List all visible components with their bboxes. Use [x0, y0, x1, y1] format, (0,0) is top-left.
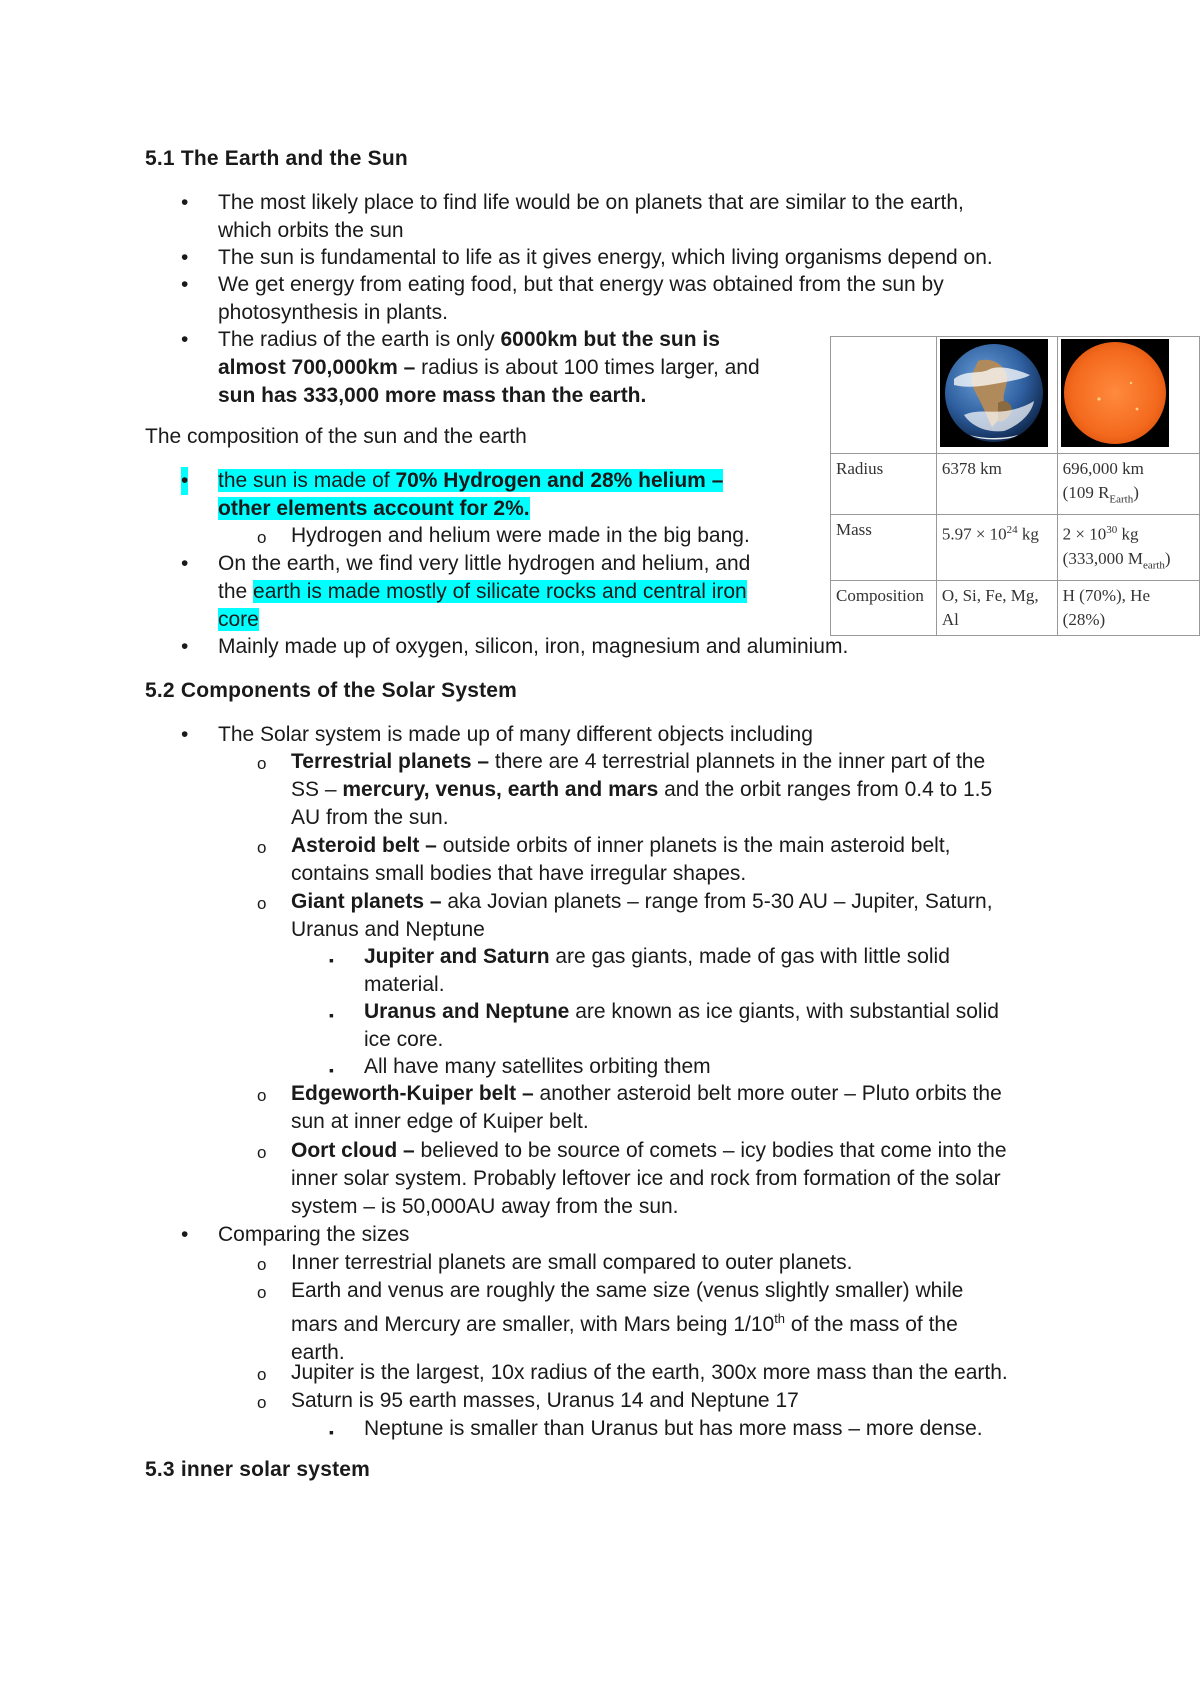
- bullet-text: Comparing the sizes: [218, 1223, 410, 1246]
- sub-bullet-item: [257, 522, 750, 550]
- bold-text: Uranus and Neptune: [364, 1000, 570, 1023]
- bullet-text: Inner terrestrial planets are small compared to outer planets.: [291, 1251, 853, 1274]
- section-heading-5-1: 5.1 The Earth and the Sun: [145, 147, 408, 170]
- sub-bullet-marker: o: [257, 1393, 267, 1412]
- table-cell-sun: [1057, 581, 1199, 636]
- bullet-text: Hydrogen and helium were made in the big bang.: [291, 524, 750, 547]
- sub-bullet-marker: o: [257, 754, 267, 773]
- bullet-text: radius is about 100 times larger, and: [415, 356, 760, 379]
- bullet-text: the: [218, 580, 254, 603]
- bold-text: Jupiter and Saturn: [364, 945, 550, 968]
- bold-text: mercury, venus, earth and mars: [342, 778, 659, 801]
- bullet-marker: •: [181, 1223, 189, 1246]
- superscript: th: [774, 1311, 786, 1326]
- bold-text: other elements account for 2%.: [218, 497, 530, 520]
- table-cell: [936, 337, 1057, 454]
- sun-disc-icon: [1061, 339, 1169, 447]
- bullet-text: aka Jovian planets – range from 5-30 AU – Jupiter, Saturn,: [441, 890, 993, 913]
- earth-sun-comparison-table: [830, 336, 1200, 636]
- bullet-item: [181, 633, 849, 661]
- bold-text: sun has 333,000 more mass than the earth.: [218, 384, 647, 407]
- bullet-text: All have many satellites orbiting them: [364, 1055, 711, 1078]
- sub-bullet-asteroid: [257, 832, 951, 888]
- bullet-text: of the mass of the: [785, 1313, 958, 1336]
- sub-bullet-marker: o: [257, 1255, 267, 1274]
- subsub-bullet-satellites: [329, 1053, 711, 1081]
- bullet-marker: •: [181, 467, 188, 495]
- bullet-text: the sun is made of: [218, 469, 396, 492]
- table-cell-label: Composition: [831, 581, 937, 636]
- bullet-text: The most likely place to find life would be on planets that are similar to the earth,: [218, 191, 964, 214]
- cell-text: O, Si, Fe, Mg,: [941, 586, 1039, 606]
- bullet-text: sun at inner edge of Kuiper belt.: [291, 1110, 589, 1133]
- sub-bullet-item: [257, 1249, 853, 1277]
- bullet-text: another asteroid belt more outer – Pluto orbits the: [533, 1082, 1002, 1105]
- section-heading-5-2: 5.2 Components of the Solar System: [145, 679, 518, 702]
- table-cell-earth: [936, 581, 1057, 636]
- sub-bullet-item: [257, 1359, 1008, 1387]
- highlighted-text: core: [218, 608, 259, 631]
- sub-bullet-kuiper: [257, 1080, 1002, 1136]
- bold-text: Terrestrial planets –: [291, 750, 490, 773]
- bullet-text: AU from the sun.: [291, 806, 449, 829]
- bold-text: 70% Hydrogen and 28% helium –: [395, 469, 724, 492]
- subsub-bullet-marker: ▪: [329, 952, 334, 968]
- bullet-text: earth.: [291, 1341, 345, 1364]
- bullet-text: Mainly made up of oxygen, silicon, iron, magnesium and aluminium.: [218, 635, 849, 658]
- sub-bullet-item: [257, 1277, 964, 1367]
- sub-bullet-marker: o: [257, 1365, 267, 1384]
- paragraph-composition: The composition of the sun and the earth: [145, 425, 527, 448]
- highlighted-text: [218, 497, 530, 520]
- cell-text: (109 R: [1062, 483, 1110, 502]
- bullet-text: photosynthesis in plants.: [218, 301, 448, 324]
- bullet-item: [181, 189, 964, 245]
- bullet-text: system – is 50,000AU away from the sun.: [291, 1195, 679, 1218]
- bullet-text: are known as ice giants, with substantial solid: [569, 1000, 999, 1023]
- sub-bullet-marker: o: [257, 838, 267, 857]
- bold-text: almost 700,000km –: [218, 356, 416, 379]
- bullet-item: [181, 721, 813, 749]
- table-cell-sun: [1057, 515, 1199, 581]
- cell-text: kg: [1017, 525, 1039, 545]
- table-cell-label: Radius: [831, 454, 937, 515]
- bullet-text: On the earth, we find very little hydrogen and helium, and: [218, 552, 751, 575]
- sub-bullet-marker: o: [257, 1143, 267, 1162]
- bullet-text: We get energy from eating food, but that energy was obtained from the sun by: [218, 273, 944, 296]
- table-cell-earth: [936, 515, 1057, 581]
- bold-text: Giant planets –: [291, 890, 442, 913]
- sub-bullet-marker: o: [257, 894, 267, 913]
- table-cell: [831, 337, 937, 454]
- bold-text: 6000km but the sun is: [500, 328, 720, 351]
- bullet-item-comparing: [181, 1221, 410, 1249]
- subsub-bullet-marker: ▪: [329, 1007, 334, 1023]
- subsub-bullet-marker: ▪: [329, 1424, 334, 1440]
- bullet-text: mars and Mercury are smaller, with Mars being 1/10: [291, 1313, 775, 1336]
- table-cell-sun: [1057, 454, 1199, 515]
- bullet-marker: •: [181, 723, 189, 746]
- cell-superscript: 24: [1006, 524, 1018, 537]
- subsub-bullet-marker: ▪: [329, 1062, 334, 1078]
- bold-text: Asteroid belt –: [291, 834, 437, 857]
- bullet-text: Jupiter is the largest, 10x radius of the earth, 300x more mass than the earth.: [291, 1361, 1008, 1384]
- earth-image: [940, 339, 1048, 447]
- bullet-text: Neptune is smaller than Uranus but has more mass – more dense.: [364, 1417, 983, 1440]
- sub-bullet-marker: o: [257, 528, 267, 547]
- table-row-mass: [831, 515, 1200, 581]
- bullet-marker: •: [181, 273, 189, 296]
- bullet-text: material.: [364, 973, 445, 996]
- cell-text: 696,000 km: [1062, 459, 1144, 478]
- bullet-text: believed to be source of comets – icy bodies that come into the: [414, 1139, 1007, 1162]
- sub-bullet-giant: [257, 888, 993, 944]
- table-row-composition: [831, 581, 1200, 636]
- sub-bullet-marker: o: [257, 1086, 267, 1105]
- table-cell: [1057, 337, 1199, 454]
- cell-text: ): [1133, 483, 1139, 502]
- cell-text: 2 × 10: [1062, 525, 1107, 545]
- sub-bullet-marker: o: [257, 1283, 267, 1302]
- bullet-text: outside orbits of inner planets is the main asteroid belt,: [436, 834, 951, 857]
- bullet-text: The Solar system is made up of many different objects including: [218, 723, 813, 746]
- bullet-text: SS –: [291, 778, 343, 801]
- cell-text: (333,000 M: [1062, 549, 1143, 569]
- cell-text: Al: [941, 610, 959, 630]
- sun-image: [1061, 339, 1169, 447]
- bullet-text: The sun is fundamental to life as it gives energy, which living organisms depend on.: [218, 246, 993, 269]
- bold-text: Edgeworth-Kuiper belt –: [291, 1082, 534, 1105]
- cell-text: (28%): [1062, 610, 1106, 630]
- bullet-text: inner solar system. Probably leftover ice and rock from formation of the solar: [291, 1167, 1001, 1190]
- cell-superscript: 30: [1106, 524, 1118, 537]
- bullet-text: Uranus and Neptune: [291, 918, 485, 941]
- highlighted-text: earth is made mostly of silicate rocks and central iron: [253, 580, 747, 603]
- bullet-text: Earth and venus are roughly the same size (venus slightly smaller) while: [291, 1279, 964, 1302]
- bullet-marker: •: [181, 328, 189, 351]
- bullet-text: The radius of the earth is only: [218, 328, 501, 351]
- bullet-marker: •: [181, 246, 189, 269]
- cell-text: kg: [1117, 525, 1139, 545]
- bullet-marker: •: [181, 191, 189, 214]
- bullet-item-sun: [181, 467, 724, 523]
- table-image-row: [831, 337, 1200, 454]
- subsub-bullet-jupiter: [329, 943, 950, 999]
- cell-text: ): [1164, 549, 1171, 569]
- table-cell-label: Mass: [831, 515, 937, 581]
- sub-bullet-oort: [257, 1137, 1007, 1221]
- bullet-text: are gas giants, made of gas with little solid: [549, 945, 950, 968]
- bullet-text: contains small bodies that have irregular shapes.: [291, 862, 747, 885]
- bullet-marker: •: [181, 552, 189, 575]
- cell-text: H (70%), He: [1062, 586, 1150, 606]
- table-row-radius: [831, 454, 1200, 515]
- earth-globe-icon: [940, 339, 1048, 447]
- bullet-item-earth: [181, 550, 751, 634]
- bullet-text: which orbits the sun: [218, 219, 404, 242]
- table-cell-earth: [936, 454, 1057, 515]
- cell-subscript: Earth: [1109, 493, 1134, 506]
- section-heading-5-3: 5.3 inner solar system: [145, 1458, 371, 1481]
- sub-bullet-terrestrial: [257, 748, 993, 832]
- cell-text: 5.97 × 10: [941, 525, 1007, 545]
- bullet-text: ice core.: [364, 1028, 444, 1051]
- cell-text: 6378 km: [941, 459, 1002, 478]
- bullet-item-radius: [181, 326, 760, 410]
- subsub-bullet-uranus: [329, 998, 999, 1054]
- sub-bullet-item: [257, 1387, 799, 1415]
- bold-text: Oort cloud –: [291, 1139, 415, 1162]
- bullet-text: and the orbit ranges from 0.4 to 1.5: [658, 778, 993, 801]
- highlighted-text: [218, 469, 723, 492]
- bullet-marker: •: [181, 635, 189, 658]
- bullet-item: [181, 271, 944, 327]
- cell-subscript: earth: [1142, 559, 1165, 572]
- bullet-text: there are 4 terrestrial plannets in the inner part of the: [489, 750, 986, 773]
- bullet-item: [181, 244, 993, 272]
- bullet-text: Saturn is 95 earth masses, Uranus 14 and Neptune 17: [291, 1389, 799, 1412]
- subsub-bullet-item: [329, 1415, 983, 1443]
